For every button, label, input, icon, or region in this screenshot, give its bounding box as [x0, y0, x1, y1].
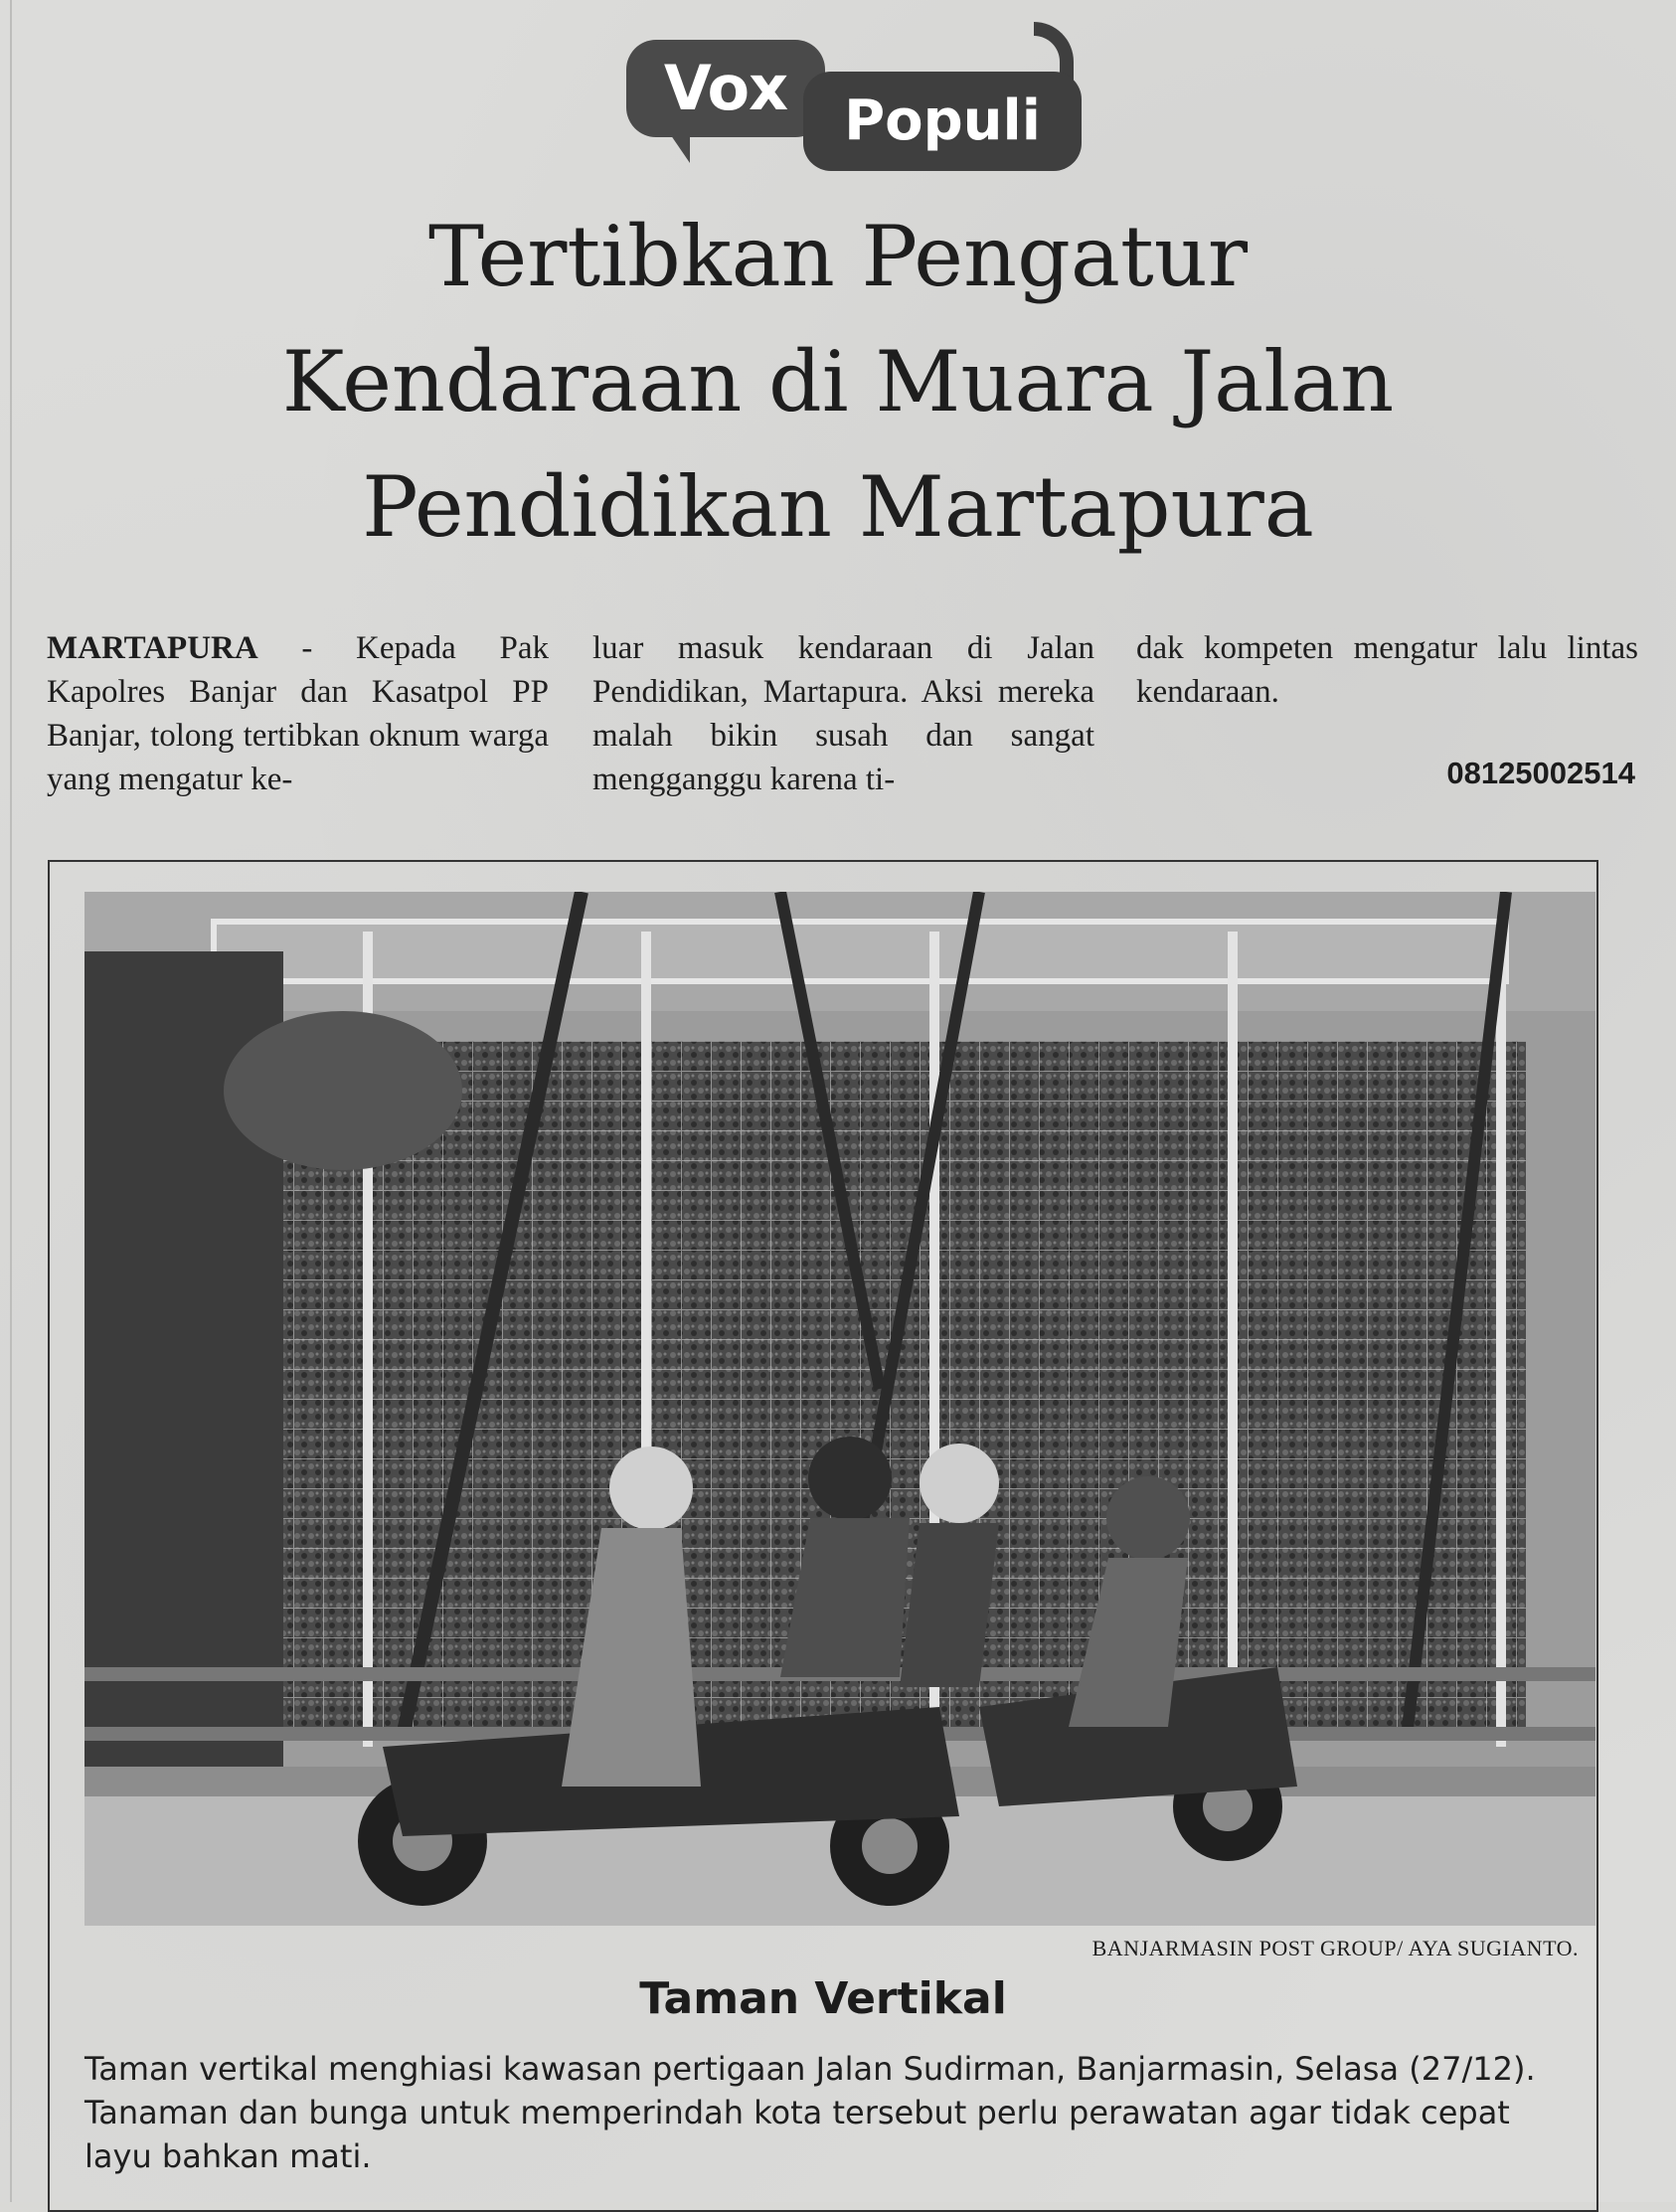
article-column-3: [1136, 626, 1638, 714]
headline-line-2: Kendaraan di Muara Jalan: [281, 333, 1395, 430]
caption-text: Taman vertikal menghiasi kawasan pertigaan Jalan Sudirman, Banjarmasin, Selasa (27/12). Tanaman dan bunga untuk memperindah kota tersebut perlu perawatan agar tidak cepat layu bahkan mati.: [84, 2050, 1536, 2175]
vertical-garden-photo-illustration: [84, 892, 1595, 1926]
article-text-2: luar masuk kendaraan di Jalan Pendidikan, Martapura. Aksi mereka malah bikin susah dan sangat mengganggu karena ti-: [592, 630, 1094, 797]
logo-populi: Populi: [803, 72, 1082, 171]
article-text-1: - Kepada Pak Kapolres Banjar dan Kasatpol PP Banjar, tolong tertibkan oknum warga yang mengatur ke-: [47, 630, 549, 797]
headline: [60, 194, 1616, 570]
article-column-1: [47, 626, 549, 801]
photo-credit: BANJARMASIN POST GROUP/ AYA SUGIANTO.: [1091, 1936, 1579, 1960]
article-text-3: dak kompeten mengatur lalu lintas kendaraan.: [1136, 630, 1638, 710]
article-column-2: [592, 626, 1094, 801]
vox-populi-logo: [616, 22, 1091, 171]
column-rule: [10, 0, 12, 2202]
headline-line-3: Pendidikan Martapura: [362, 458, 1314, 556]
sender-phone-number: 08125002514: [1446, 756, 1635, 790]
dateline: MARTAPURA: [47, 630, 258, 666]
headline-line-1: Tertibkan Pengatur: [428, 208, 1248, 305]
logo-vox: Vox: [626, 40, 825, 137]
photo-box: [48, 860, 1598, 2212]
news-photo: [84, 892, 1595, 1926]
caption-title: Taman Vertikal: [639, 1973, 1007, 2024]
